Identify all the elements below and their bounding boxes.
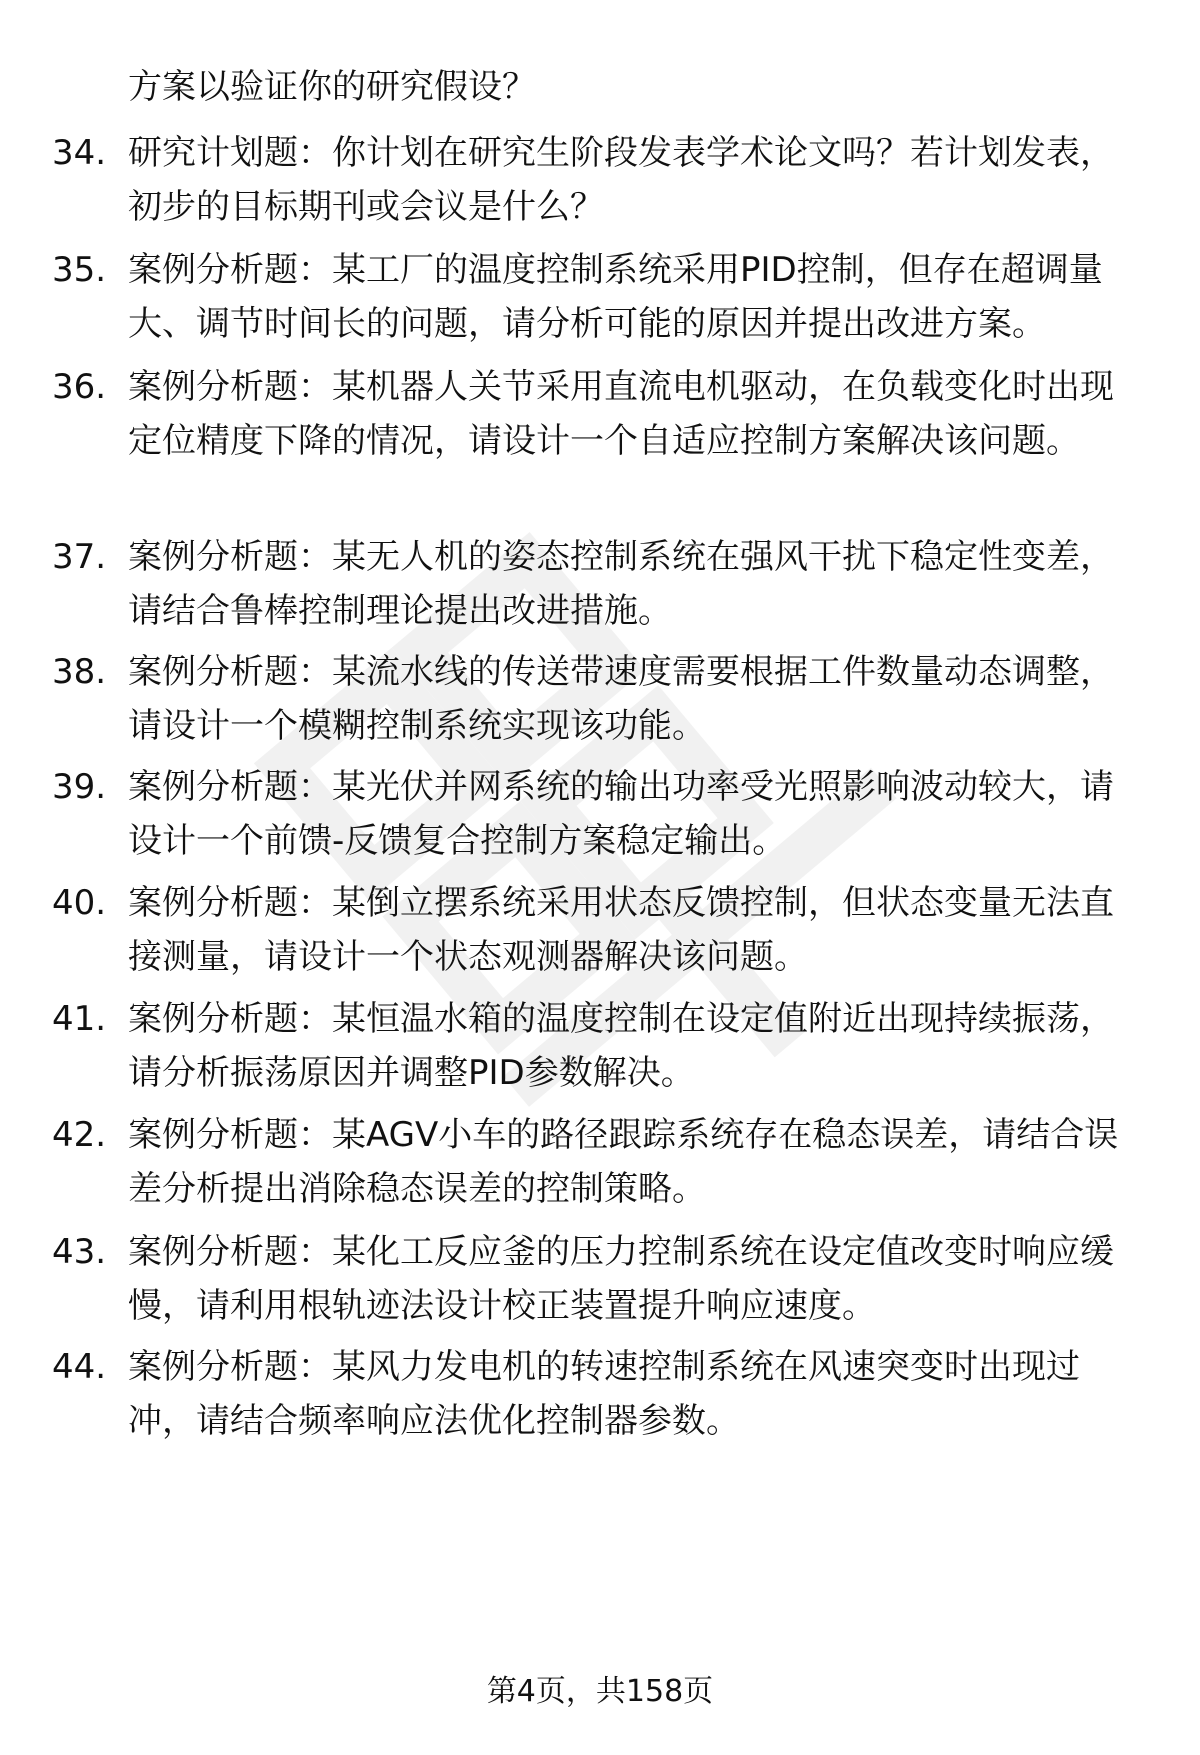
question-number: 43.: [52, 1232, 107, 1272]
question-text: 案例分析题：某恒温水箱的温度控制在设定值附近出现持续振荡，请分析振荡原因并调整PID参数解决。: [128, 999, 1114, 1093]
question-text: 案例分析题：某风力发电机的转速控制系统在风速突变时出现过冲，请结合频率响应法优化控制器参数。: [128, 1347, 1080, 1441]
question-text: 案例分析题：某工厂的温度控制系统采用PID控制，但存在超调量大、调节时间长的问题，请分析可能的原因并提出改进方案。: [128, 250, 1103, 344]
question-text: 案例分析题：某机器人关节采用直流电机驱动，在负载变化时出现定位精度下降的情况，请设计一个自适应控制方案解决该问题。: [128, 367, 1114, 461]
question-number: 42.: [52, 1115, 107, 1155]
question-text: 案例分析题：某倒立摆系统采用状态反馈控制，但状态变量无法直接测量，请设计一个状态观测器解决该问题。: [128, 883, 1114, 977]
question-number: 34.: [52, 133, 107, 173]
question-text: 案例分析题：某光伏并网系统的输出功率受光照影响波动较大，请设计一个前馈-反馈复合控制方案稳定输出。: [128, 767, 1114, 861]
question-number: 36.: [52, 367, 107, 407]
page-footer: 第4页，共158页: [486, 1674, 714, 1709]
question-number: 41.: [52, 999, 107, 1039]
question-number: 44.: [52, 1347, 107, 1387]
question-number: 40.: [52, 883, 107, 923]
question-number: 38.: [52, 652, 107, 692]
continued-question-text: 方案以验证你的研究假设？: [128, 67, 536, 107]
question-text: 案例分析题：某AGV小车的路径跟踪系统存在稳态误差，请结合误差分析提出消除稳态误差的控制策略。: [128, 1115, 1119, 1209]
question-number: 39.: [52, 767, 107, 807]
question-text: 案例分析题：某无人机的姿态控制系统在强风干扰下稳定性变差，请结合鲁棒控制理论提出改进措施。: [128, 537, 1114, 631]
question-text: 案例分析题：某流水线的传送带速度需要根据工件数量动态调整，请设计一个模糊控制系统实现该功能。: [128, 652, 1114, 746]
question-number: 35.: [52, 250, 107, 290]
question-text: 案例分析题：某化工反应釜的压力控制系统在设定值改变时响应缓慢，请利用根轨迹法设计校正装置提升响应速度。: [128, 1232, 1114, 1326]
question-text: 研究计划题：你计划在研究生阶段发表学术论文吗？若计划发表，初步的目标期刊或会议是什么？: [128, 133, 1114, 227]
question-number: 37.: [52, 537, 107, 577]
